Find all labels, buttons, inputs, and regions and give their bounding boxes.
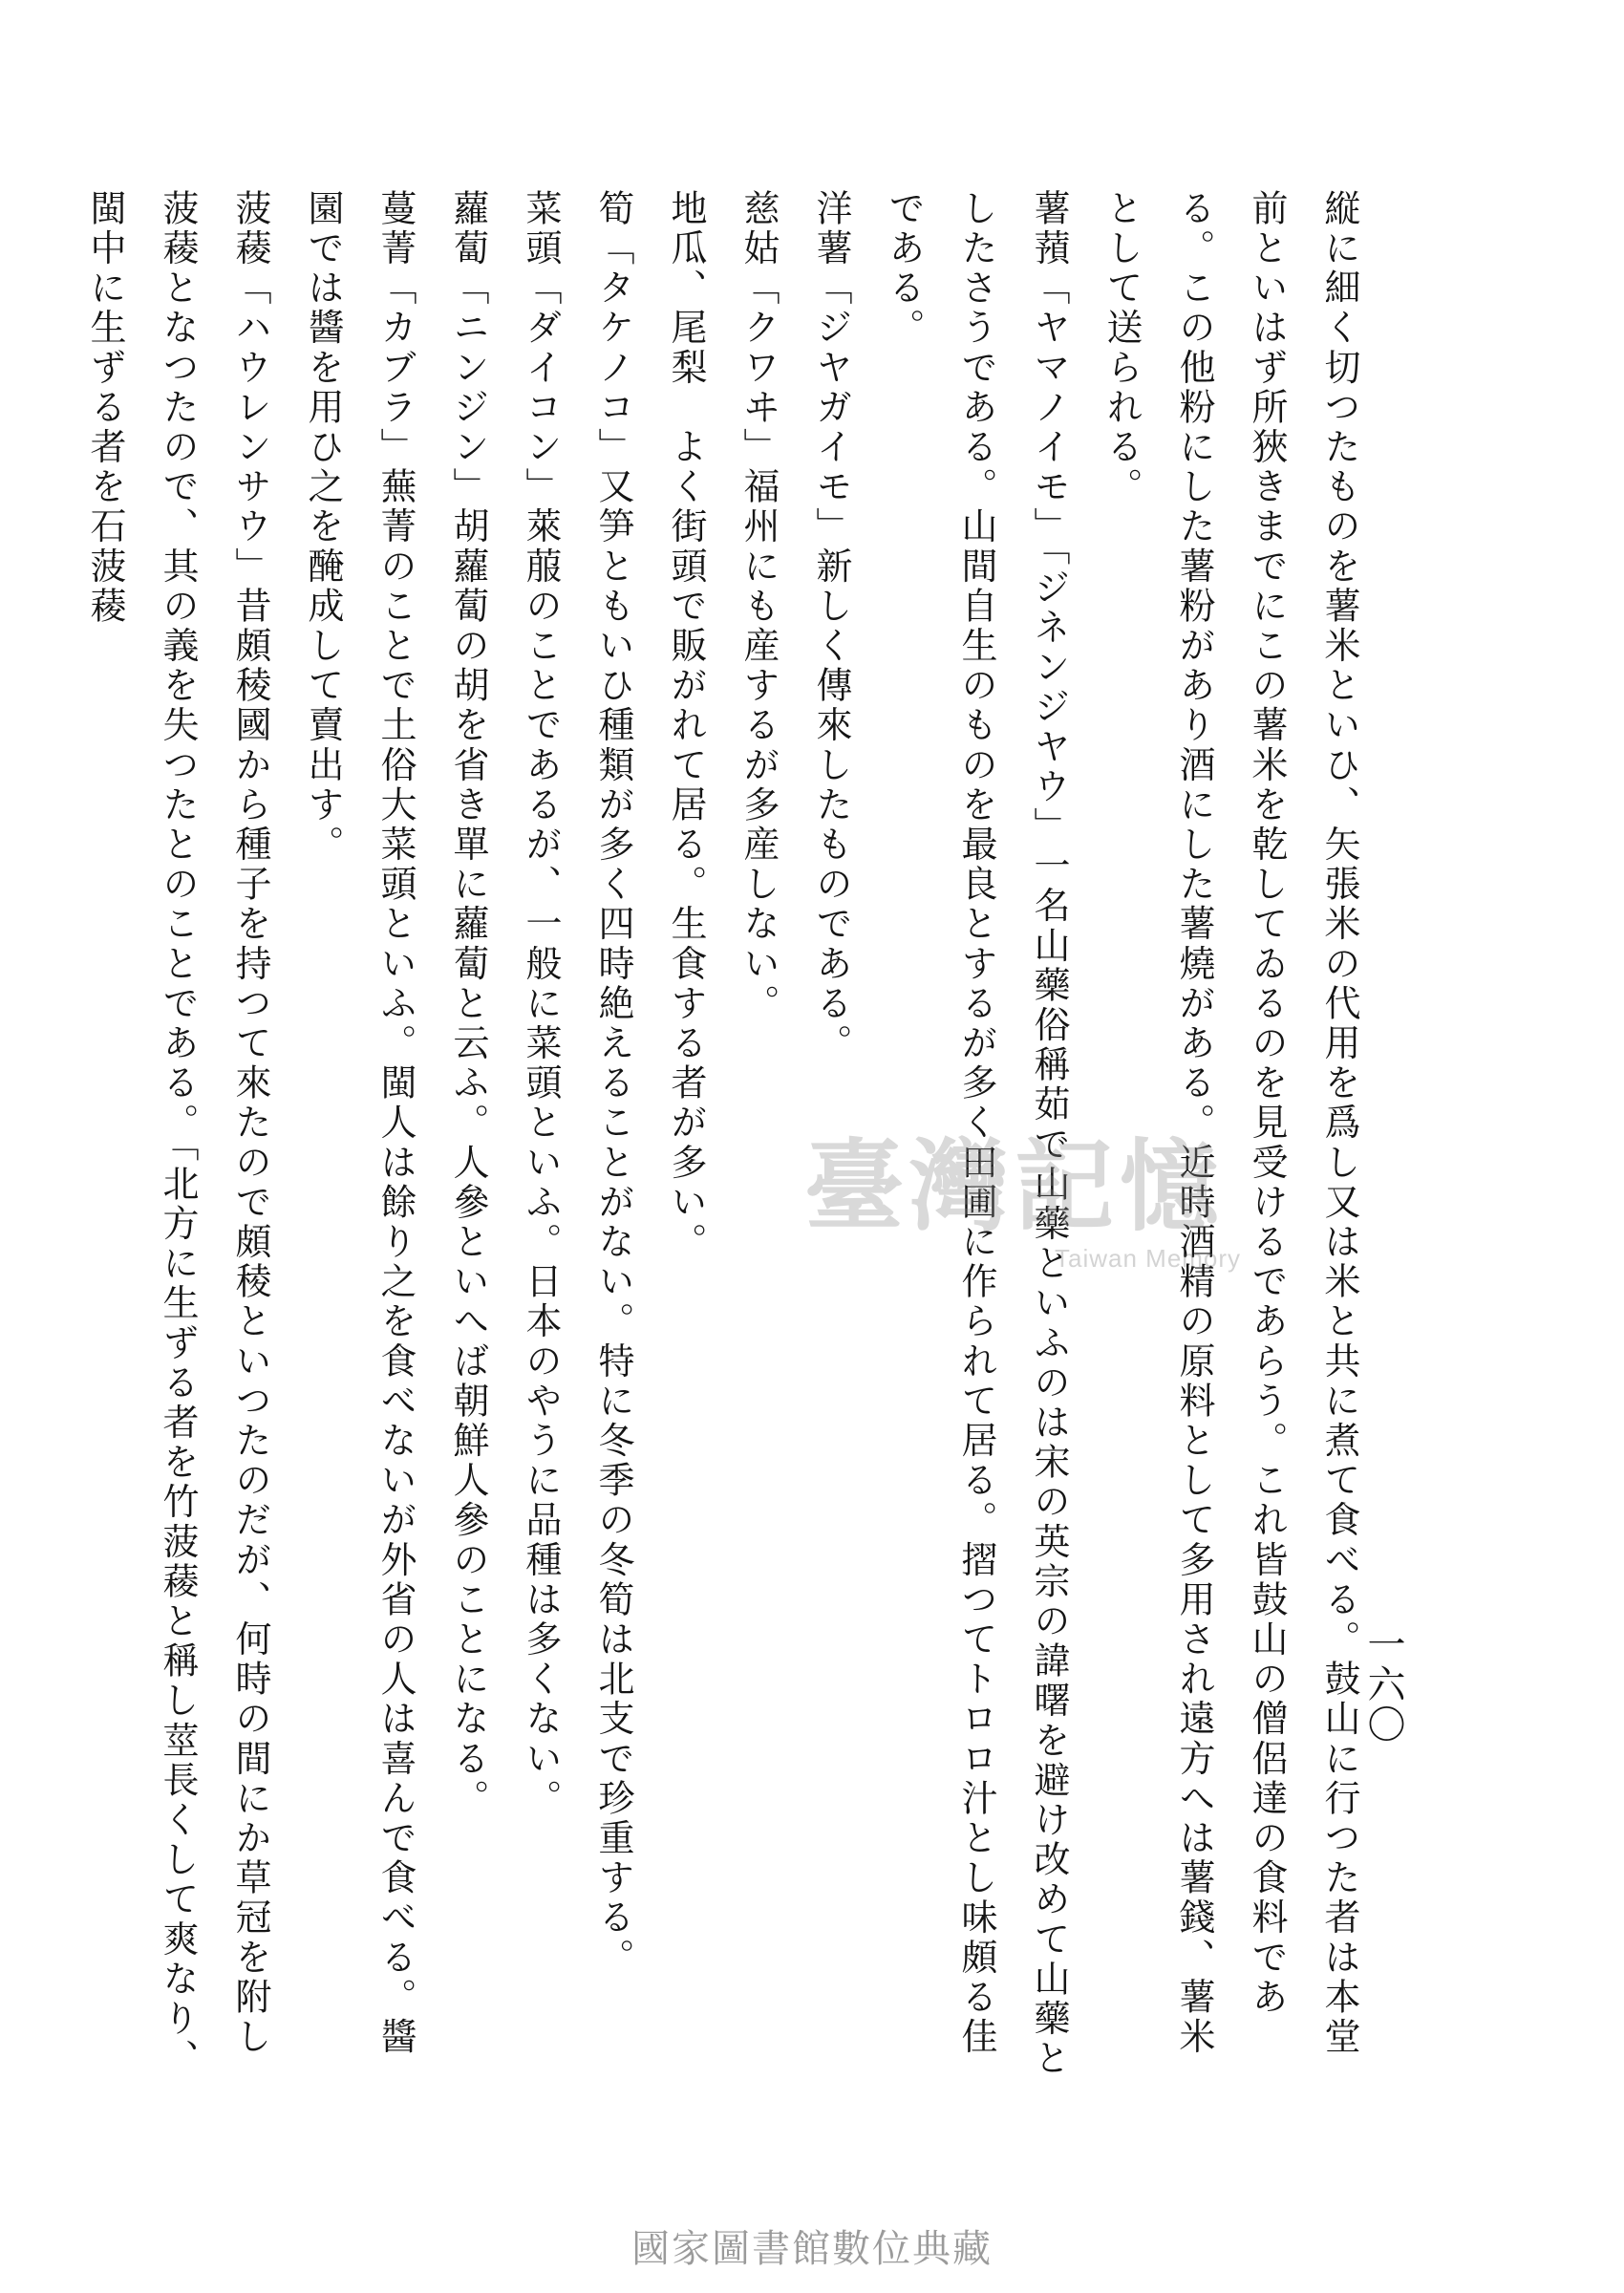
footer-collection-label: 國家圖書館數位典藏 [631,2227,993,2271]
paragraph-kabura: 蔓菁「カブラ」蕪菁のことで土俗大菜頭といふ。閩人は餘り之を食べないが外省の人は喜んで食べる。醬園では醬を用ひ之を醃成して賣出す。 [302,189,417,2058]
paragraph-kuwai: 慈姑「クワヰ」福州にも産するが多産しない。 [737,189,780,1024]
watermark-subtitle: Taiwan Memory [1055,1244,1242,1273]
paragraph-daikon: 菜頭「ダイコン」萊菔のことであるが、一般に菜頭といふ。日本のやうに品種は多くない。 [520,189,562,1819]
watermark-seal-text: 臺灣記憶 [804,1127,1226,1245]
paragraph-jagaimo: 洋薯「ジヤガイモ」新しく傳來したものである。 [810,189,852,1064]
paragraph-yamanoimo: 薯蕷「ヤマノイモ」「ジネンジヤウ」一名山藥俗稱茹で山藥といふのは宋の英宗の諱曙を避け改めて山藥としたさうである。山間自生のものを最良とするが多く田圃に作られて居る。摺つてトロロ汁とし味頗る佳である。 [883,189,1070,2079]
vertical-text-body [84,189,1376,2090]
page-number: 一六〇 [1361,1624,1405,1745]
paragraph-takenoko: 筍「タケノコ」又笋ともいひ種類が多く四時絶えることがない。特に冬季の冬筍は北支で珍重する。 [592,189,634,1978]
paragraph-ninjin: 蘿蔔「ニンジン」胡蘿蔔の胡を省き單に蘿蔔と云ふ。人參といへば朝鮮人參のことになる。 [447,189,489,1819]
paragraph-digua: 地瓜、尾梨 よく街頭で販がれて居る。生食する者が多い。 [665,189,707,1263]
paragraph-shomai: 縦に細く切つたものを薯米といひ、矢張米の代用を爲し又は米と共に煮て食べる。鼓山に行つた者は本堂前といはず所狹きまでにこの薯米を乾してゐるのを見受けるであらう。これ皆鼓山の僧侶達の食料である。この他粉にした薯粉があり酒にした薯燒がある。近時酒精の原料として多用され遠方へは薯錢、薯米として送られる。 [1100,189,1360,2058]
paragraph-hourensou: 菠薐「ハウレンサウ」昔頗稜國から種子を持つて來たので頗稜といつたのだが、何時の間にか草冠を附し菠薐となつたので、其の義を失つたとのことである。「北方に生ずる者を竹菠薐と稱し莖長くして爽なり、閩中に生ずる者を石菠薐 [84,189,271,2079]
